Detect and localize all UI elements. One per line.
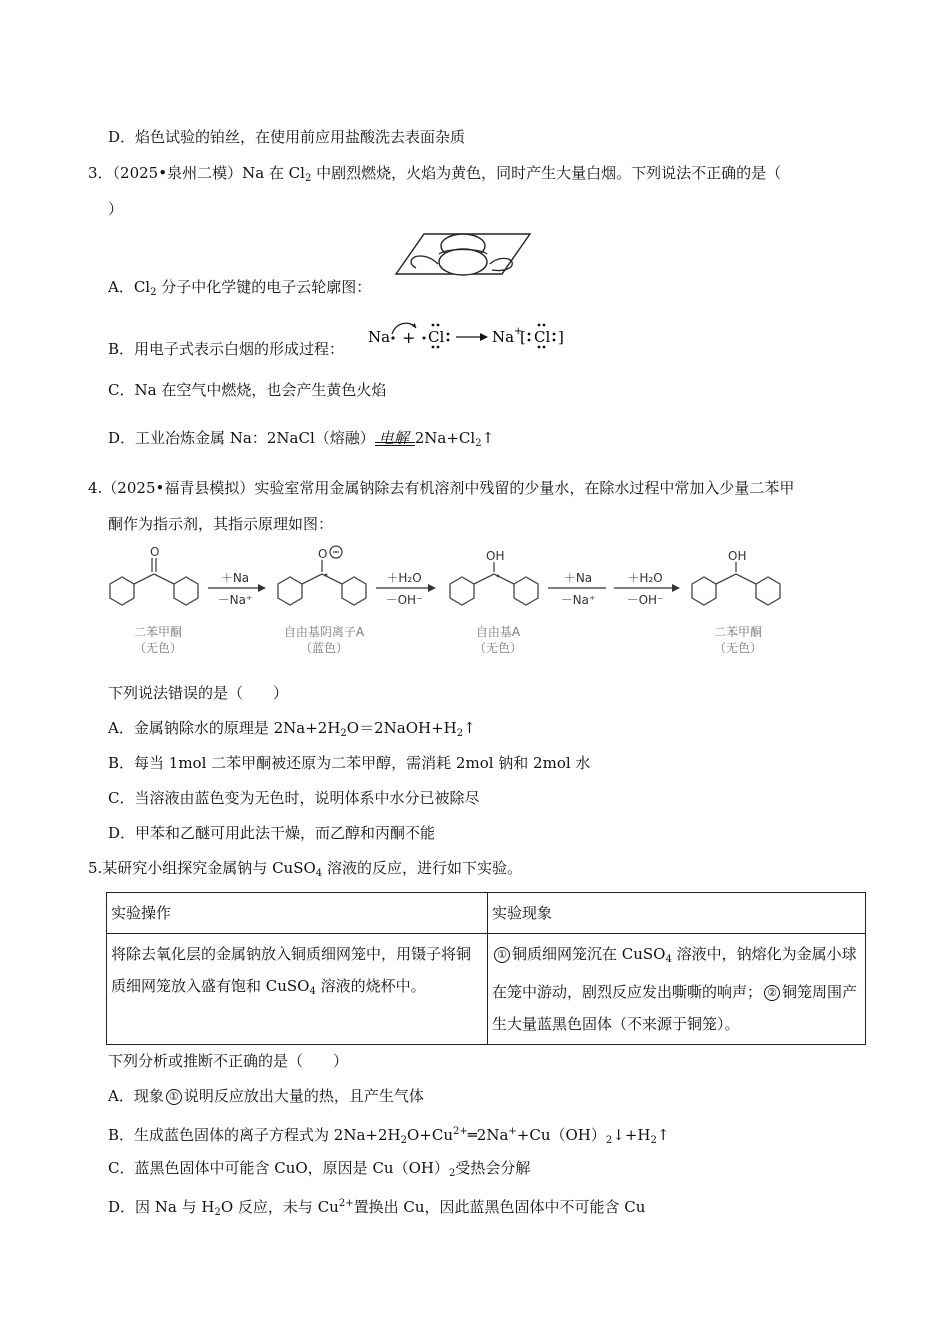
eq-na: Na xyxy=(368,328,391,346)
eq-plus: + xyxy=(402,328,416,347)
arrow1-bottom: －Na⁺ xyxy=(217,593,253,607)
q4-stem-2: 酮作为指示剂，其指示原理如图： xyxy=(108,515,334,533)
label-benzophenone: 二苯甲酮 （无色） xyxy=(133,625,182,655)
arrow3-bottom: －Na⁺ xyxy=(560,593,596,607)
arrow2-top: ＋H₂O xyxy=(386,571,422,585)
label-benzophenone-end: 二苯甲酮 （无色） xyxy=(713,625,762,655)
q4-stem-1: 4.（2025•福青县模拟）实验室常用金属钠除去有机溶剂中残留的少量水，在除水过程中常加入少量二苯甲 xyxy=(88,479,795,497)
q2-option-d: D．焰色试验的铂丝，在使用前应用盐酸洗去表面杂质 xyxy=(108,128,466,146)
header-phenomenon: 实验现象 xyxy=(488,893,866,934)
q5-question: 下列分析或推断不正确的是（ ） xyxy=(108,1052,349,1070)
q5-option-c: C．蓝黑色固体中可能含 CuO，原因是 $Cu(OH)_2$受热会分解 xyxy=(108,1159,531,1179)
q3-option-a: A．$Cl_2$ 分子中化学键的电子云轮廓图： xyxy=(108,278,372,298)
cell-phenomenon: ① 铜质细网笼沉在 CuSO$_4$ 溶液中，钠熔化为金属小球在笼中游动，剧烈反应发出嘶嘶的响声； ② 铜笼周围产生大量蓝黑色固体（不来源于铜笼）。 xyxy=(488,934,866,1045)
arrow1-top: ＋Na xyxy=(220,571,250,585)
header-operation: 实验操作 xyxy=(107,893,488,934)
q5-option-a: A．现象 ① 说明反应放出大量的热，且产生气体 xyxy=(108,1087,424,1105)
arrow2-bottom: －OH⁻ xyxy=(385,593,423,607)
arrow3-top: ＋Na xyxy=(563,571,593,585)
q4-option-c: C．当溶液由蓝色变为无色时，说明体系中水分已被除尽 xyxy=(108,789,480,807)
svg-text:O: O xyxy=(150,545,160,559)
q3-option-c: C．Na 在空气中燃烧，也会产生黄色火焰 xyxy=(108,381,387,399)
cell-operation: 将除去氧化层的金属钠放入铜质细网笼中，用镊子将铜质细网笼放入盛有饱和 CuSO$_4$ 溶液的烧杯中。 xyxy=(107,934,488,1045)
label-radical-a: 自由基A （无色） xyxy=(473,625,522,655)
q4-option-d: D．甲苯和乙醚可用此法干燥，而乙醇和丙酮不能 xyxy=(108,824,436,842)
electron-formula-diagram xyxy=(366,314,574,356)
q4-option-b: B．每当 1mol 二苯甲酮被还原为二苯甲醇，需消耗 2mol 钠和 2mol 水 xyxy=(108,754,591,772)
electron-cloud-diagram xyxy=(394,230,532,278)
eq-cl: Cl xyxy=(428,328,445,346)
svg-text:OH: OH xyxy=(486,549,505,563)
svg-text:]: ] xyxy=(558,328,564,346)
q3-stem: 3．（2025•泉州二模）Na 在 $Cl_2$ 中剧烈燃烧，火焰为黄色，同时产生大量白烟。下列说法不正确的是（ xyxy=(88,164,782,184)
arrow4-bottom: －OH⁻ xyxy=(626,593,664,607)
experiment-table xyxy=(106,892,866,1045)
eq-na-ion: Na xyxy=(492,328,515,346)
benzophenone-mechanism-diagram xyxy=(100,544,800,622)
svg-text:OH: OH xyxy=(728,549,747,563)
q5-option-b: B．生成蓝色固体的离子方程式为 $2Na+2H_2O+Cu^{2+}═2Na^++Cu(OH)_2↓+H_2↑$ xyxy=(108,1126,670,1146)
svg-text:O: O xyxy=(318,547,328,561)
q3-stem-close: ） xyxy=(108,200,124,218)
q5-stem: 5.某研究小组探究金属钠与 CuSO$_4$ 溶液的反应，进行如下实验。 xyxy=(88,859,522,879)
q5-option-d: D．因 Na 与 $H_2O$ 反应，未与 $Cu^{2+}$置换出 Cu，因此蓝黑色固体中不可能含 Cu xyxy=(108,1198,646,1218)
svg-text:+: + xyxy=(514,326,523,337)
q4-question: 下列说法错误的是（ ） xyxy=(108,684,289,702)
label-radical-anion-a: 自由基阴离子A （蓝色） xyxy=(283,625,365,655)
svg-text:[: [ xyxy=(520,328,526,346)
q3-option-d: D．工业冶炼金属 Na：2NaCl（熔融） 电解 $2Na+Cl_2↑$ xyxy=(108,429,495,449)
q3-option-b: B．用电子式表示白烟的形成过程： xyxy=(108,340,345,358)
q4-option-a: A．金属钠除水的原理是 $2Na+2H_2O=2NaOH+H_2↑$ xyxy=(108,719,476,739)
arrow4-top: ＋H₂O xyxy=(627,571,663,585)
eq-cl-ion: Cl xyxy=(534,328,551,346)
